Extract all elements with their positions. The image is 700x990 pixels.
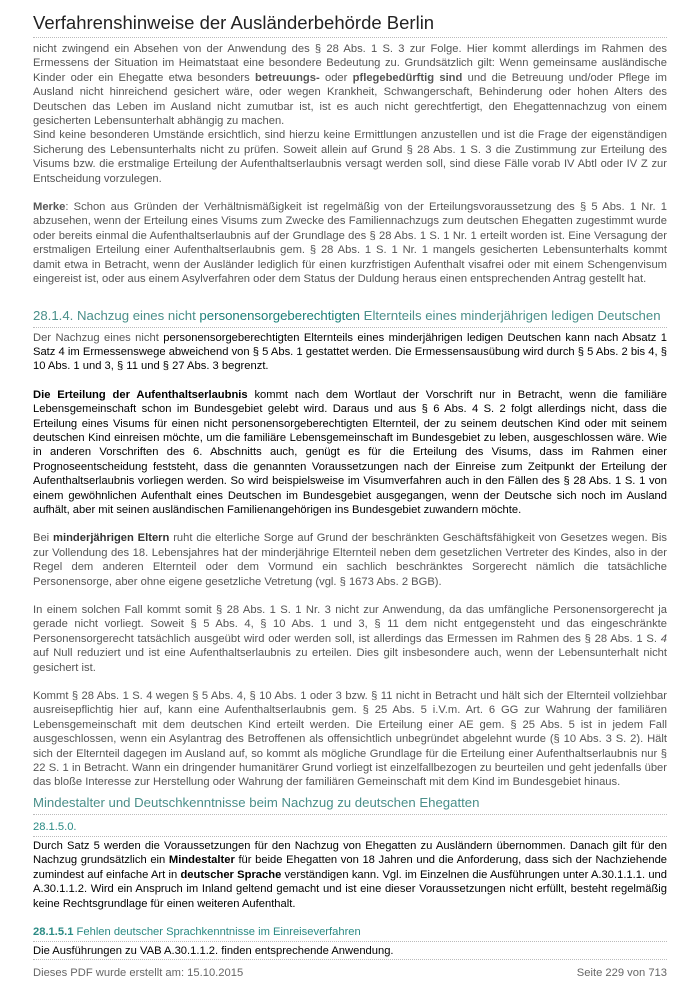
emphasis-erteilung: Die Erteilung der Aufenthaltserlaubnis: [33, 388, 248, 401]
emphasis-pflege: pflegebedürftig sind: [352, 71, 463, 84]
text: In einem solchen Fall kommt somit § 28 Abs. 1 S. 1 Nr. 3 nicht zur Anwendung, da das umfängliche Personensorgerecht ja gerade nicht vorliegt. Soweit § 5 Abs. 4, § 10 Abs. 1 und 3, § 11 dem nicht entgegensteht und das eingeschränkte Personensorgerecht tatsächlich ausgeübt wird oder werden soll, ist allerdings das Ermessen im Rahmen des § 28 Abs. 1 S.: [33, 604, 667, 645]
paragraph-vab: Die Ausführungen zu VAB A.30.1.1.2. finden entsprechende Anwendung.: [33, 944, 667, 960]
text: und die Betreuung und/oder Pflege im Ausland nicht hinreichend gesichert wäre, oder wegen Krankheit, Schwangerschaft, Behinderung oder hohen Alters des Deutschen das Leben im Ausland nicht zumutbar ist, ist es auch nicht gerechtfertigt, den Ehegattennachzug von einem gesicherten Lebensunterhalt abhängig zu machen.: [33, 71, 667, 128]
paragraph-solcher-fall: [33, 603, 667, 675]
subheading-number: 28.1.5.1: [33, 925, 74, 938]
text: : Schon aus Gründen der Verhältnismäßigkeit ist regelmäßig von der Erteilungsvoraussetzung des § 5 Abs. 1 Nr. 1 abzusehen, wenn der Erteilung eines Visums zum Zwecke des Familiennachzugs zum deutschen Ehegatten zugestimmt wurde oder bereits einmal die Aufenthaltserlaubnis auf der Grundlage des § 28 Abs. 1 S. 1 Nr. 1 erteilt worden ist. Eine Versagung der erstmaligen Erteilung einer Aufenthaltserlaubnis gem. § 28 Abs. 1 S. 1 Nr. 1 mangels gesicherten Lebensunterhalts kommt damit etwa in Betracht, wenn der Ausländer lediglich für einen kurzfristigen Aufenthalt visafrei oder mit einem Schengenvisum eingereist ist, oder aus einem Asylverfahren oder dem Status der Duldung heraus einen entsprechenden Antrag gestellt hat.: [33, 201, 667, 286]
text: ruht die elterliche Sorge auf Grund der beschränkten Geschäftsfähigkeit von Gesetzes wegen. Bis zur Vollendung des 18. Lebensjahres hat der minderjährige Elternteil neben dem gesetzlichen Vertreter des Kindes, also in der Regel dem anderen Elternteil oder dem Vormund ein sachlich beschränktes Sorgerecht nämlich die tatsächliche Personensorge, aber ohne eigene gesetzliche Vetretung (vgl. § 1673 Abs. 2 BGB).: [33, 532, 667, 588]
subheading-28-1-5-1: [33, 925, 667, 942]
text: auf Null reduziert und ist eine Aufenthaltserlaubnis zu erteilen. Dies gilt insbesondere auch, wenn der Lebensunterhalt nicht gesichert ist.: [33, 647, 667, 674]
text: verständigen kann. Vgl. im Einzelnen die Ausführungen unter A.30.1.1.1. und A.30.1.1.2. Wird ein Anspruch im Inland geltend gemacht und ist eine dieser Voraussetzungen nicht erfüllt, besteht regelmäßig keine Rechtsgrundlage für einen weiteren Aufenthalt.: [33, 868, 667, 910]
text: kommt nach dem Wortlaut der Vorschrift nur in Betracht, wenn die familiäre Lebensgemeinschaft schon im Bundesgebiet gelebt wird. Daraus und aus § 6 Abs. 4 S. 2 folgt allerdings nicht, dass die Erteilung eines Visums für einen nicht personensorgeberechtigten Elternteil, der zu seinem deutschen Kind oder mit seinem deutschen Kind einreisen möchte, um die familiäre Lebensgemeinschaft im Bundesgebiet zu leben, ausgeschlossen wäre. Wie in anderen Vorschriften des 6. Abschnitts auch, genügt es für die Erteilung des Visums, dass im Rahmen einer Prognoseentscheidung feststeht, dass die genannten Voraussetzungen nach der Einreise zum Zeitpunkt der Erteilung der Aufenthaltserlaubnis vorliegen werden. So wird beispielsweise im Visumverfahren auch in den Fällen des § 28 Abs. 1 S. 1 von einem gewöhnlichen Aufenthalt eines Deutschen im Bundesgebiet ausgegangen, wenn der Deutsche sich noch im Ausland aufhält, aber mit seinen ausländischen Familienangehörigen ins Bundesgebiet zuwandern möchte.: [33, 388, 667, 516]
heading-text: 28.1.4. Nachzug eines nicht: [33, 307, 200, 323]
paragraph-ermessen: [33, 42, 667, 128]
merke-label: Merke: [33, 201, 66, 214]
text: für beide Ehegatten von 18 Jahren und die Anforderung, dass sich der Nachziehende zumindest auf einfache Art in: [33, 854, 668, 881]
text: oder: [319, 71, 353, 84]
heading-28-1-4: [33, 308, 667, 328]
page-content: [33, 42, 667, 960]
page-title: Verfahrenshinweise der Ausländerbehörde Berlin: [33, 11, 667, 38]
page-footer: [33, 966, 667, 980]
text: Bei: [33, 532, 54, 545]
text: Durch Satz 5 werden die Voraussetzungen für den Nachzug von Ehegatten zu Ausländern übernommen. Danach gilt für den Nachzug grundsätzlich ein: [33, 839, 667, 867]
paragraph-kommt-28: Kommt § 28 Abs. 1 S. 4 wegen § 5 Abs. 4, § 10 Abs. 1 oder 3 bzw. § 11 nicht in Betracht und hält sich der Elternteil vollziehbar ausreisepflichtig hier auf, kann eine Aufenthaltserlaubnis gem. § 25 Abs. 5 i.V.m. Art. 6 GG zur Wahrung der familiären Lebensgemeinschaft mit dem deutschen Kind erteilt werden. Die Erteilung einer AE gem. § 25 Abs. 5 ist in jedem Fall ausgeschlossen, wenn ein Asylantrag des Betroffenen als offensichtlich unbegründet abgelehnt wurde (§ 10 Abs. 3 S. 2). Hält sich der Elternteil dagegen im Ausland auf, so kommt als mögliche Grundlage für die Erteilung einer Aufenthaltserlaubnis nur § 22 S. 1 in Betracht. Wann ein dringender humanitärer Grund vorliegt ist einzelfallbezogen zu beurteilen und geht jedenfalls über das bloße Interesse zur Herstellung oder Wahrung der familiären Gemeinschaft mit dem Kind im Bundesgebiet hinaus.: [33, 690, 667, 789]
paragraph-merke: [33, 200, 667, 286]
italic-number: 4: [660, 632, 667, 645]
heading-mindestalter: Mindestalter und Deutschkenntnisse beim Nachzug zu deutschen Ehegatten: [33, 795, 667, 815]
heading-highlight: personensorgeberechtigten: [199, 307, 360, 323]
subheading-title: Fehlen deutscher Sprachkenntnisse im Einreiseverfahren: [73, 925, 361, 938]
paragraph-erteilung: [33, 388, 667, 518]
emphasis-minderjaehrige: minderjährigen Eltern: [53, 532, 170, 545]
paragraph-nachzug: [33, 331, 667, 374]
text: personensorgeberechtigten Elternteils eines minderjährigen ledigen Deutschen kann nach Absatz 1 Satz 4 im Ermessenswege abweichend von § 5 Abs. 1 gestattet werden. Die Ermessensausübung wird durch § 5 Abs. 2 bis 4, § 10 Abs. 1 und 3, § 11 und § 27 Abs. 3 begrenzt.: [33, 331, 667, 373]
emphasis-mindestalter: Mindestalter: [168, 854, 235, 867]
heading-text: Elternteils eines minderjährigen ledigen Deutschen: [359, 307, 661, 323]
text: Der Nachzug eines nicht: [33, 331, 164, 344]
emphasis-deutsche-sprache: deutscher Sprache: [180, 868, 282, 881]
paragraph-besondere-umstaende: Sind keine besonderen Umstände ersichtlich, sind hierzu keine Ermittlungen anzustellen und ist die Frage der eigenständigen Sicherung des Lebensunterhalts nicht zu prüfen. Soweit allein auf Grund § 28 Abs. 1 S. 3 die Zustimmung zur Erteilung des Visums bzw. die erstmalige Erteilung der Aufenthaltserlaubnis versagt werden soll, sind diese Fälle vorab IV Abtl oder IV Z zur Entscheidung vorzulegen.: [33, 129, 667, 185]
paragraph-minderjaehrige-eltern: [33, 531, 667, 589]
footer-created-date: Dieses PDF wurde erstellt am: 15.10.2015: [33, 967, 244, 979]
emphasis-betreuung: betreuungs-: [255, 71, 320, 84]
subheading-28-1-5-0: 28.1.5.0.: [33, 820, 667, 837]
paragraph-satz-5: [33, 839, 667, 911]
footer-page-number: Seite 229 von 713: [576, 967, 667, 979]
text: nicht zwingend ein Absehen von der Anwendung des § 28 Abs. 1 S. 3 zur Folge. Hier kommt allerdings im Rahmen des Ermessens der Situation im Heimatstaat eine besondere Bedeutung zu. Grundsätzlich gilt: Wenn gemeinsame ausländische Kinder oder ein Ehegatte etwa besonders: [33, 43, 667, 84]
